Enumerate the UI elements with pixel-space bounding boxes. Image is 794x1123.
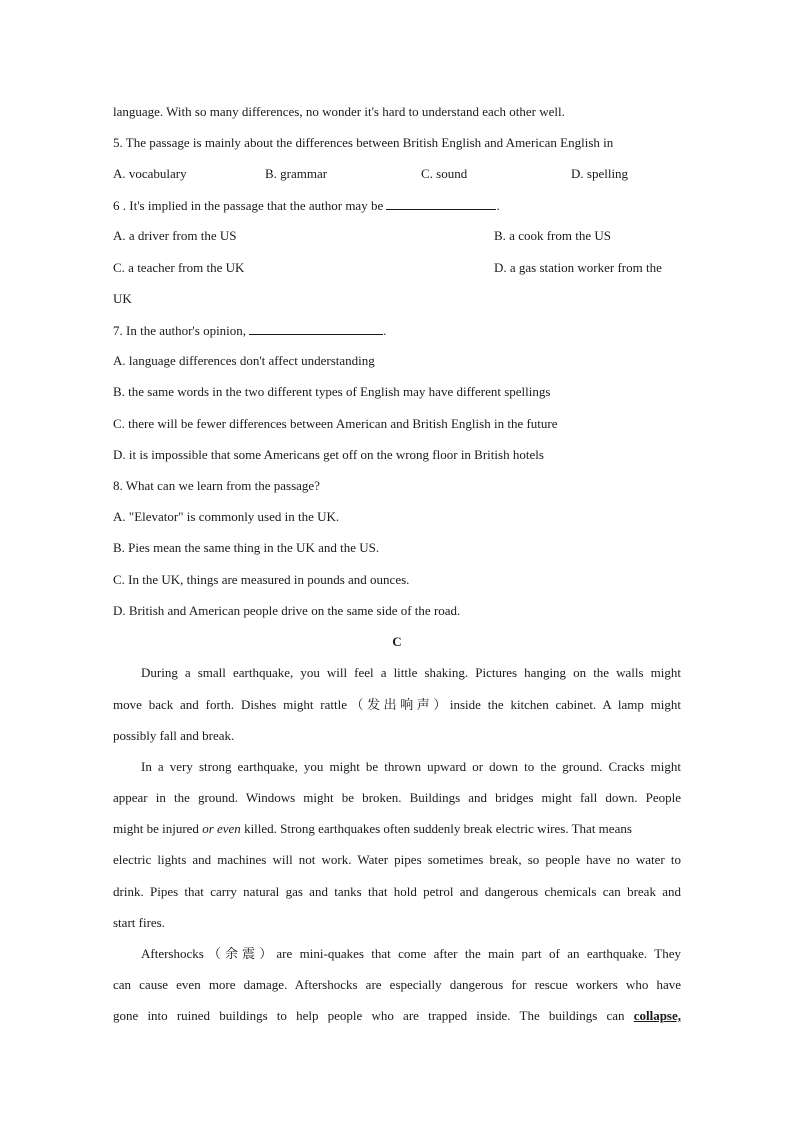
question-6 [113,197,500,214]
passage-b-tail: language. With so many differences, no wonder it's hard to understand each other well. [113,104,565,119]
question-5-stem: 5. The passage is mainly about the differences between British English and American English in [113,135,614,150]
q6-option-b[interactable]: B. a cook from the US [494,228,611,243]
q8-option-a[interactable]: A. "Elevator" is commonly used in the UK. [113,509,340,524]
q5-option-a[interactable]: A. vocabulary [113,166,187,181]
question-7-stem: 7. In the author's opinion, [113,323,247,338]
para2-line3 [113,821,632,837]
para2-emphasis: or even [202,821,241,836]
q5-option-d[interactable]: D. spelling [571,166,629,181]
answer-blank-7[interactable] [249,322,383,335]
para1-line1: During a small earthquake, you will feel a little shaking. Pictures hanging on the walls might [141,665,681,680]
para3-line2: can cause even more damage. Aftershocks are especially dangerous for rescue workers who have [113,977,681,992]
q5-option-b[interactable]: B. grammar [265,166,328,181]
q7-option-b[interactable]: B. the same words in the two different types of English may have different spellings [113,384,551,399]
q6-option-d-wrap: UK [113,291,132,306]
q6-option-d[interactable]: D. a gas station worker from the [494,260,662,275]
para2-line4: electric lights and machines will not work. Water pipes sometimes break, so people have no water to [113,852,681,867]
para3-line3 [113,1008,681,1024]
para2-line5: drink. Pipes that carry natural gas and tanks that hold petrol and dangerous chemicals can break and [113,884,681,899]
para2-line6: start fires. [113,915,165,930]
para2-line3-start: might be injured [113,821,199,836]
q7-option-d[interactable]: D. it is impossible that some Americans get off on the wrong floor in British hotels [113,447,544,462]
para2-line3-end: killed. Strong earthquakes often suddenly break electric wires. That means [244,821,632,836]
q6-option-c[interactable]: C. a teacher from the UK [113,260,245,275]
question-8-stem: 8. What can we learn from the passage? [113,478,320,493]
q8-option-b[interactable]: B. Pies mean the same thing in the UK and the US. [113,540,380,555]
q6-option-a[interactable]: A. a driver from the US [113,228,237,243]
q5-option-c[interactable]: C. sound [421,166,468,181]
question-7 [113,322,387,339]
q7-option-c[interactable]: C. there will be fewer differences between American and British English in the future [113,416,558,431]
para3-line1: Aftershocks（余震）are mini-quakes that come after the main part of an earthquake. They [141,946,681,961]
answer-blank-6[interactable] [386,197,496,210]
question-6-stem: 6 . It's implied in the passage that the author may be [113,198,384,213]
para3-line3-text: gone into ruined buildings to help people who are trapped inside. The buildings can [113,1008,625,1023]
section-c-heading: C [392,634,402,649]
question-7-end: . [383,323,387,338]
para2-line2: appear in the ground. Windows might be broken. Buildings and bridges might fall down. People [113,790,681,805]
para2-line1: In a very strong earthquake, you might be thrown upward or down to the ground. Cracks might [141,759,681,774]
para1-line3: possibly fall and break. [113,728,235,743]
q8-option-d[interactable]: D. British and American people drive on the same side of the road. [113,603,461,618]
para1-line2: move back and forth. Dishes might rattle（发出响声）inside the kitchen cabinet. A lamp might [113,697,681,712]
q8-option-c[interactable]: C. In the UK, things are measured in pounds and ounces. [113,572,410,587]
keyword-collapse: collapse, [633,1008,682,1023]
question-6-end: . [496,198,500,213]
q7-option-a[interactable]: A. language differences don't affect understanding [113,353,375,368]
